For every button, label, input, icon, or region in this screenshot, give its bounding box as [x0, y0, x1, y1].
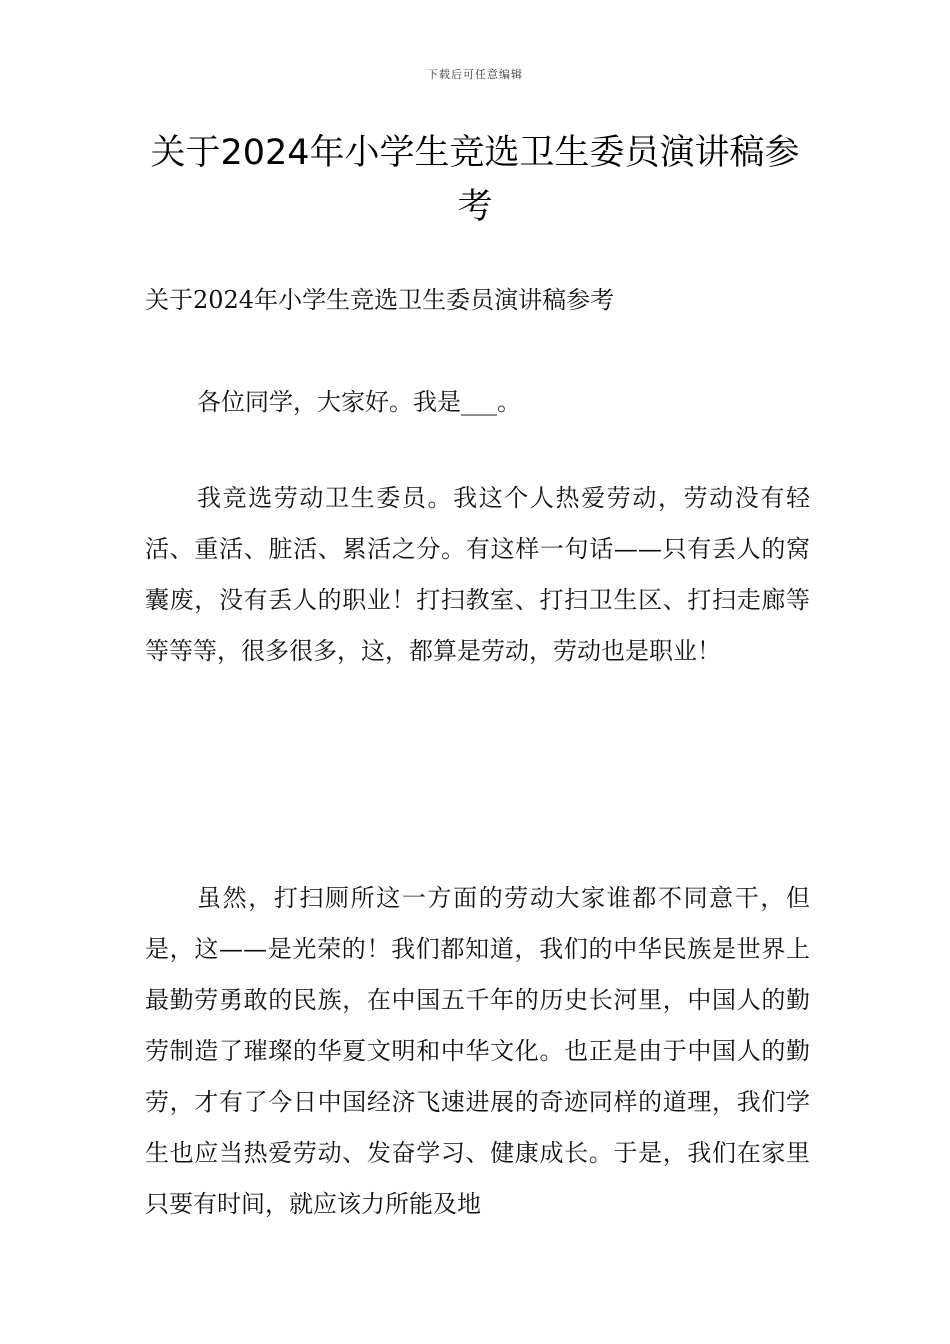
document-title: 关于2024年小学生竞选卫生委员演讲稿参考	[150, 133, 800, 227]
document-subtitle: 关于2024年小学生竞选卫生委员演讲稿参考	[145, 286, 615, 314]
download-note: 下载后可任意编辑	[427, 68, 523, 81]
paragraph-candidacy: 我竞选劳动卫生委员。我这个人热爱劳动，劳动没有轻活、重活、脏活、累活之分。有这样一句话——只有丢人的窝囊废，没有丢人的职业！打扫教室、打扫卫生区、打扫走廊等等等等，很多很多，这，都算是劳动，劳动也是职业！	[145, 484, 810, 665]
paragraph-labor-honor: 虽然，打扫厕所这一方面的劳动大家谁都不同意干，但是，这——是光荣的！我们都知道，我们的中华民族是世界上最勤劳勇敢的民族，在中国五千年的历史长河里，中国人的勤劳制造了璀璨的华夏文明和中华文化。也正是由于中国人的勤劳，才有了今日中国经济飞速进展的奇迹同样的道理，我们学生也应当热爱劳动、发奋学习、健康成长。于是，我们在家里只要有时间，就应该力所能及地	[145, 884, 810, 1218]
paragraph-greeting: 各位同学，大家好。我是___。	[197, 388, 521, 416]
